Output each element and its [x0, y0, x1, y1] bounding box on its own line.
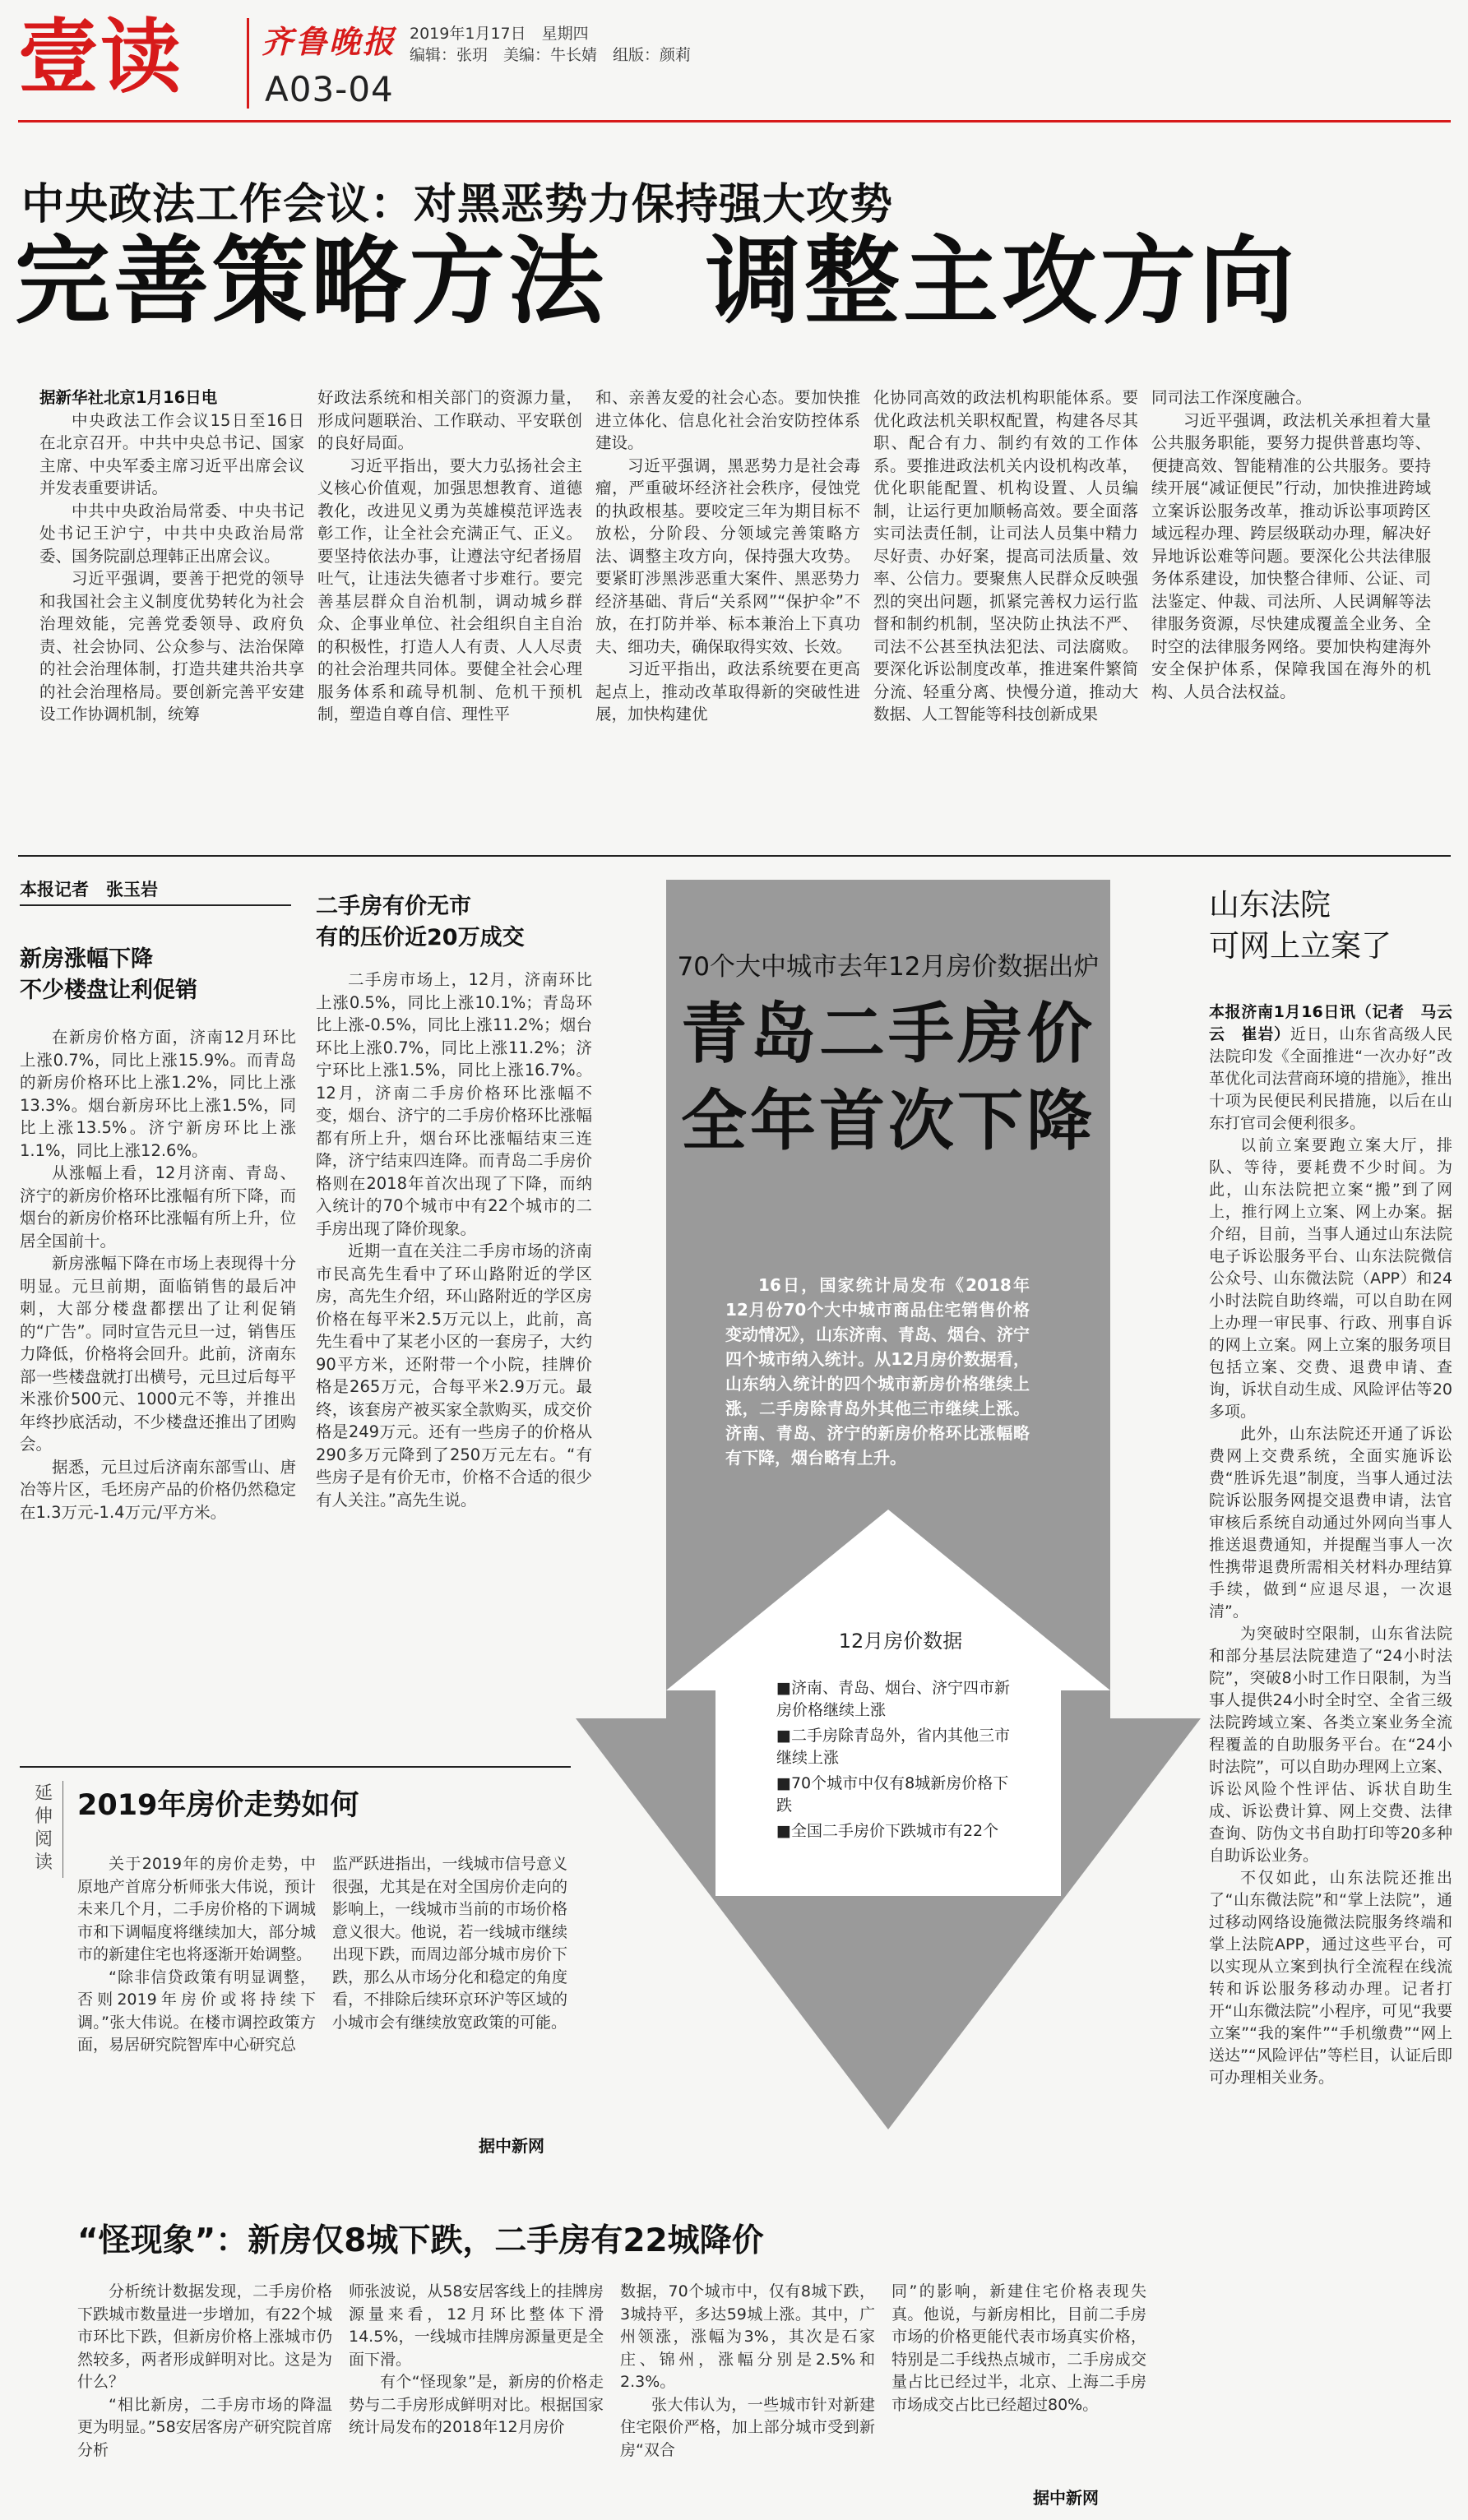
editor-line: 编辑：张玥 美编：牛长婧 组版：颜莉	[410, 46, 692, 64]
date-line: 2019年1月17日 星期四	[410, 25, 589, 43]
phenomenon-headline: “怪现象”：新房仅8城下跌，二手房有22城降价	[77, 2222, 764, 2259]
paragraph: 以前立案要跑立案大厅，排队、等待，要耗费不少时间。为此，山东法院把立案“搬”到了网上，推行网上立案、网上办案。据介绍，目前，当事人通过山东法院电子诉讼服务平台、山东法院微信公众号、山东微法院（APP）和24小时法院自助终端，可以自助在网上办理一审民事、行政、刑事自诉的网上立案。网上立案的服务项目包括立案、交费、退费申请、查询，诉状自动生成、风险评估等20多项。	[1209, 1136, 1452, 1421]
trend-top-rule	[20, 1766, 571, 1768]
masthead-bottom-rule	[18, 120, 1451, 123]
byline: 本报记者 张玉岩	[20, 880, 158, 899]
subhead-second-hand: 二手房有价无市 有的压价近20万成交	[316, 894, 525, 950]
paragraph: 习近平指出，政法系统要在更高起点上，推动改革取得新的突破性进展，加快构建优	[595, 659, 860, 724]
paragraph: 中共中央政治局常委、中央书记处书记王沪宁，中共中央政治局常委、国务院副总理韩正出席会议。	[39, 501, 304, 566]
paragraph: 张大伟认为，一些城市针对新建住宅限价严格，加上部分城市受到新房“双合	[620, 2395, 875, 2459]
paragraph: “除非信贷政策有明显调整，否则2019年房价或将持续下调。”张大伟说。在楼市调控政策方面，易居研究院智库中心研究总	[77, 1967, 316, 2054]
section-divider	[18, 855, 1451, 857]
phenomenon-column-2	[349, 2281, 604, 2511]
graphic-headline-1: 青岛二手房价	[681, 996, 1095, 1072]
lead-column-5	[1151, 386, 1431, 814]
court-column	[1209, 1001, 1452, 2475]
paragraph: 化协同高效的政法机构职能体系。要优化政法机关职权配置，构建各尽其职、配合有力、制约有效的工作体系。要推进政法机关内设机构改革，优化职能配置、机构设置、人员编制，让运行更加顺畅高效。要全面落实司法责任制，让司法人员集中精力尽好责、办好案，提高司法质量、效率、公信力。要聚焦人民群众反映强烈的突出问题，抓紧完善权力运行监督和制约机制，坚决防止执法不严、司法不公甚至执法犯法、司法腐败。要深化诉讼制度改革，推进案件繁简分流、轻重分离、快慢分道，推动大数据、人工智能等科技创新成果	[873, 388, 1138, 724]
paragraph: 不仅如此，山东法院还推出了“山东微法院”和“掌上法院”，通过移动网络设施微法院服务终端和掌上法院APP，通过这些平台，可以实现从立案到执行全流程在线流转和诉讼服务移动办理。记者打开“山东微法院”小程序，可见“我要立案”“我的案件”“手机缴费”“网上送达”“风险评估”等栏目，认证后即可办理相关业务。	[1209, 1869, 1452, 2087]
paper-name-logo: 齐鲁晚报	[262, 23, 397, 60]
paragraph: 二手房市场上，12月，济南环比上涨0.5%，同比上涨10.1%；青岛环比上涨-0.5%，同比上涨11.2%；烟台环比上涨0.7%，同比上涨11.2%；济宁环比上涨1.5%，同比上涨16.7%。12月，济南二手房价格环比涨幅不变，烟台、济宁的二手房价格环比涨幅都有所上升，烟台环比涨幅结束三连降，济宁结束四连降。而青岛二手房价格则在2018年首次出现了下降，而纳入统计的70个城市中有22个城市的二手房出现了降价现象。	[316, 970, 592, 1238]
phenomenon-column-1	[77, 2281, 332, 2511]
paragraph: 数据，70个城市中，仅有8城下跌，3城持平，多达59城上涨。其中，广州领涨，涨幅为3%，其次是石家庄、锦州，涨幅分别是2.5%和2.3%。	[620, 2282, 875, 2391]
court-dateline: 本报济南1月16日讯（记者 马云云 崔岩）	[1209, 1003, 1452, 1043]
data-box-title: 12月房价数据	[838, 1630, 963, 1653]
graphic-headline-2: 全年首次下降	[681, 1083, 1095, 1159]
subhead-new-homes: 新房涨幅下降 不少楼盘让利促销	[20, 946, 197, 1003]
list-item: ■全国二手房价下跌城市有22个	[776, 1822, 999, 1840]
paragraph: 此外，山东法院还开通了诉讼费网上交费系统，全面实施诉讼费“胜诉先退”制度，当事人通过法院诉讼服务网提交退费申请，法官审核后系统自动通过外网向当事人推送退费通知，并提醒当事人一次性携带退费所需相关材料办理结算手续，做到“应退尽退，一次退清”。	[1209, 1425, 1452, 1621]
phenomenon-column-4	[891, 2281, 1146, 2478]
paragraph: 关于2019年的房价走势，中原地产首席分析师张大伟说，预计未来几个月，二手房价格的下调城市和下调幅度将继续加大，部分城市的新建住宅也将逐渐开始调整。	[77, 1855, 316, 1963]
lead-column-1	[39, 386, 304, 814]
paragraph: 同”的影响，新建住宅价格表现失真。他说，与新房相比，目前二手房市场的价格更能代表市场真实价格，特别是二手线热点城市，二手房成交量占比已经过半，北京、上海二手房市场成交占比已经超过80%。	[891, 2282, 1146, 2414]
phenomenon-source: 据中新网	[1033, 2488, 1099, 2508]
paragraph: 近期一直在关注二手房市场的济南市民高先生看中了环山路附近的学区房，高先生介绍，环山路附近的学区房价格在每平米2.5万元以上，此前，高先生看中了某老小区的一套房子，大约90平方米，还附带一个小院，挂牌价格是265万元，合每平米2.9万元。最终，该套房产被买家全款购买，成交价格是249万元。还有一些房子的价格从290多万元降到了250万元左右。“有些房子是有价无市，价格不合适的很少有人关注。”高先生说。	[316, 1242, 592, 1510]
court-headline: 山东法院 可网上立案了	[1209, 887, 1392, 964]
list-item: ■70个城市中仅有8城新房价格下跌	[776, 1774, 1009, 1815]
paragraph: 新房涨幅下降在市场上表现得十分明显。元旦前期，面临销售的最后冲刺，大部分楼盘都摆出了让利促销的“广告”。同时宣告元旦一过，销售压力降低，价格将会回升。此前，济南东部一些楼盘就打出横号，元旦过后每平米涨价500元、1000元不等，并推出年终抄底活动，不少楼盘还推出了团购会。	[20, 1254, 296, 1454]
graphic-summary: 16日，国家统计局发布《2018年12月份70个大中城市商品住宅销售价格变动情况》，山东济南、青岛、烟台、济宁四个城市纳入统计。从12月房价数据看，山东纳入统计的四个城市新房价格继续上涨，二手房除青岛外其他三市继续上涨。济南、青岛、济宁的新房价格环比涨幅略有下降，烟台略有上升。	[725, 1275, 1030, 1468]
list-item: ■济南、青岛、烟台、济宁四市新房价格继续上涨	[776, 1679, 1010, 1719]
paragraph: 据悉，元旦过后济南东部雪山、唐冶等片区，毛坯房产品的价格仍然稳定在1.3万元-1.4万元/平方米。	[20, 1457, 296, 1522]
lead-kicker: 中央政法工作会议：对黑恶势力保持强大攻势	[21, 180, 894, 229]
byline-underline	[20, 904, 291, 906]
paragraph: 中央政法工作会议15日至16日在北京召开。中共中央总书记、国家主席、中央军委主席习近平出席会议并发表重要讲话。	[39, 410, 304, 497]
list-item: ■二手房除青岛外，省内其他三市继续上涨	[776, 1727, 1010, 1767]
paragraph: 从涨幅上看，12月济南、青岛、济宁的新房价格环比涨幅有所下降，而烟台的新房价格环比涨幅有所上升，位居全国前十。	[20, 1163, 296, 1251]
lead-column-4	[873, 386, 1138, 814]
lead-headline: 完善策略方法 调整主攻方向	[15, 226, 1298, 337]
trend-source: 据中新网	[479, 2136, 544, 2156]
paragraph: 分析统计数据发现，二手房价格下跌城市数量进一步增加，有22个城市环比下跌，但新房价格上涨城市仍然较多，两者形成鲜明对比。这是为什么？	[77, 2282, 332, 2391]
paragraph: 为突破时空限制，山东省法院和部分基层法院建造了“24小时法院”，突破8小时工作日限制，为当事人提供24小时全时空、全省三级法院跨域立案、各类立案业务全流程覆盖的自助服务平台。在“24小时法院”，可以自助办理网上立案、诉讼风险个性评估、诉状自助生成、诉讼费计算、网上交费、法律查询、防伪文书自助打印等20多种自助诉讼业务。	[1209, 1625, 1452, 1865]
masthead-divider	[247, 18, 249, 109]
paragraph: 同司法工作深度融合。	[1151, 388, 1313, 407]
paragraph: 习近平强调，政法机关承担着大量公共服务职能，要努力提供普惠均等、便捷高效、智能精准的公共服务。要持续开展“减证便民”行动，加快推进跨域立案诉讼服务改革，推动诉讼事项跨区域远程办理、跨层级联动办理，解决好异地诉讼难等问题。要深化公共法律服务体系建设，加快整合律师、公证、司法鉴定、仲裁、司法所、人民调解等法律服务资源，尽快建成覆盖全业务、全时空的法律服务网络。要加快构建海外安全保护体系，保障我国在海外的机构、人员合法权益。	[1151, 410, 1431, 701]
paragraph: 监严跃进指出，一线城市信号意义很强，尤其是在对全国房价走向的影响上，一线城市当前的市场价格意义很大。他说，若一线城市继续出现下跌，而周边部分城市房价下跌，那么从市场分化和稳定的角度看，不排除后续环京环沪等区域的小城市会有继续放宽政策的可能。	[332, 1855, 567, 2032]
paragraph: 好政法系统和相关部门的资源力量，形成问题联治、工作联动、平安联创的良好局面。	[317, 388, 582, 452]
paragraph: 近日，山东省高级人民法院印发《全面推进“一次办好”改革优化司法营商环境的措施》，推出十项为民便民利民措施，以后在山东打官司会便利很多。	[1209, 1025, 1452, 1132]
paragraph: 有个“怪现象”是，新房的价格走势与二手房形成鲜明对比。根据国家统计局发布的2018年12月房价	[349, 2373, 604, 2436]
lead-column-3	[595, 386, 860, 814]
paragraph: 习近平强调，要善于把党的领导和我国社会主义制度优势转化为社会治理效能，完善党委领导、政府负责、社会协同、公众参与、法治保障的社会治理体制，打造共建共治共享的社会治理格局。要创新完善平安建设工作协调机制，统筹	[39, 569, 304, 724]
paragraph: 师张波说，从58安居客线上的挂牌房源量来看，12月环比整体下滑14.5%，一线城市挂牌房源量更是全面下滑。	[349, 2282, 604, 2369]
extended-reading-tag: 延伸阅读	[35, 1783, 53, 1873]
paragraph: 习近平强调，黑恶势力是社会毒瘤，严重破坏经济社会秩序，侵蚀党的执政根基。要咬定三年为期目标不放松，分阶段、分领域完善策略方法、调整主攻方向，保持强大攻势。要紧盯涉黑涉恶重大案件、黑恶势力经济基础、背后“关系网”“保护伞”不放，在打防并举、标本兼治上下真功夫、细功夫，确保取得实效、长效。	[595, 455, 860, 656]
graphic-kicker: 70个大中城市去年12月房价数据出炉	[677, 952, 1100, 982]
data-box-list	[776, 1677, 1023, 1843]
paragraph: 和、亲善友爱的社会心态。要加快推进立体化、信息化社会治安防控体系建设。	[595, 388, 860, 452]
paragraph: “相比新房，二手房市场的降温更为明显。”58安居客房产研究院首席分析	[77, 2395, 332, 2459]
section-title: 壹读	[18, 11, 183, 104]
page-code: A03-04	[265, 69, 394, 109]
paragraph: 在新房价格方面，济南12月环比上涨0.7%，同比上涨15.9%。而青岛的新房价格环比上涨1.2%，同比上涨13.3%。烟台新房环比上涨1.5%，同比上涨13.5%。济宁新房环比上涨1.1%，同比上涨12.6%。	[20, 1028, 296, 1160]
trend-headline: 2019年房价走势如何	[77, 1789, 359, 1822]
phenomenon-column-3	[620, 2281, 875, 2511]
lead-column-2	[317, 386, 582, 814]
trend-column-2	[332, 1853, 567, 2100]
lead-dateline: 据新华社北京1月16日电	[39, 388, 218, 407]
paragraph: 习近平指出，要大力弘扬社会主义核心价值观，加强思想教育、道德教化，改进见义勇为英雄模范评选表彰工作，让全社会充满正气、正义。要坚持依法办事，让遵法守纪者扬眉吐气，让违法失德者寸步难行。要完善基层群众自治机制，调动城乡群众、企事业单位、社会组织自主自治的积极性，打造人人有责、人人尽责的社会治理共同体。要健全社会心理服务体系和疏导机制、危机干预机制，塑造自尊自信、理性平	[317, 455, 582, 724]
trend-column-1	[77, 1853, 316, 2156]
